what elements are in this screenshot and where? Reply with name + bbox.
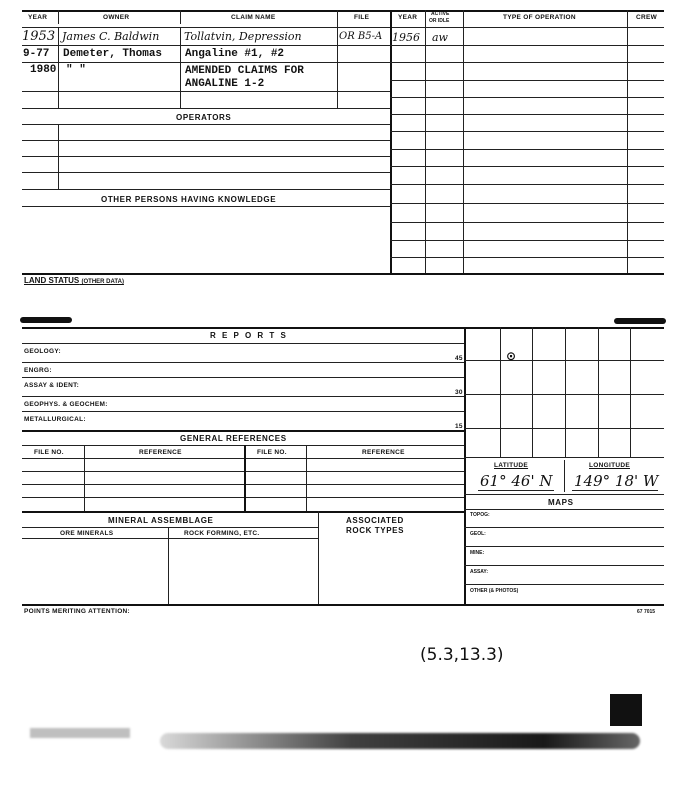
row-line xyxy=(390,62,664,63)
gen-ref-col-file-no-1: FILE NO. xyxy=(34,449,64,456)
gen-ref-col-reference-2: REFERENCE xyxy=(362,449,405,456)
row-line xyxy=(390,114,664,115)
row1-year-2: 1956 xyxy=(392,31,420,44)
form-number: 67 7015 xyxy=(637,609,656,615)
latitude-label: LATITUDE xyxy=(494,462,529,469)
row1-file: OR B5-A xyxy=(339,31,383,42)
row1-owner: James C. Baldwin xyxy=(62,30,160,43)
row-line xyxy=(390,45,664,46)
row-line xyxy=(390,257,664,258)
row-line xyxy=(390,97,664,98)
grid-line xyxy=(532,327,533,457)
row-line xyxy=(390,149,664,150)
row-line xyxy=(22,430,464,432)
row3-claim: AMENDED CLAIMS FOR xyxy=(185,65,304,77)
col-line xyxy=(244,445,246,511)
grid-line xyxy=(464,360,664,361)
row-line xyxy=(22,189,390,190)
gen-ref-col-reference-1: REFERENCE xyxy=(139,449,182,456)
scan-artifact-band xyxy=(160,733,640,749)
col-line xyxy=(318,511,319,605)
report-label-engrg: ENGRG: xyxy=(24,367,52,374)
mineral-col-rock-forming: ROCK FORMING, ETC. xyxy=(184,530,260,537)
latitude-value: 61° 46' N xyxy=(480,472,553,490)
row-line xyxy=(464,494,664,495)
scan-smudge xyxy=(20,317,72,323)
row-line xyxy=(22,497,464,498)
col-header-active: ACTIVE xyxy=(431,11,450,17)
row3-owner: " " xyxy=(66,64,86,76)
row-line xyxy=(22,91,390,92)
maps-assay: ASSAY: xyxy=(470,569,489,575)
longitude-value: 149° 18' W xyxy=(574,472,659,490)
row-line xyxy=(22,124,390,125)
maps-mine: MINE: xyxy=(470,550,485,556)
underline xyxy=(572,490,658,491)
row3-year: 1980 xyxy=(30,64,57,76)
col-line xyxy=(564,460,565,492)
report-label-geophys: GEOPHYS. & GEOCHEM: xyxy=(24,401,108,408)
other-persons-heading: OTHER PERSONS HAVING KNOWLEDGE xyxy=(101,195,277,204)
col-line xyxy=(337,10,338,108)
row-line xyxy=(22,206,390,207)
col-header-claim-name: CLAIM NAME xyxy=(231,14,276,21)
col-line-thick xyxy=(390,10,392,273)
col-header-type-of-operation: TYPE OF OPERATION xyxy=(503,14,576,21)
row-line xyxy=(22,343,464,344)
grid-line xyxy=(598,327,599,457)
grid-line xyxy=(565,327,566,457)
associated-heading: ASSOCIATED xyxy=(346,516,404,525)
row1-active: aw xyxy=(432,31,448,44)
col-header-file: FILE xyxy=(354,14,370,21)
row1-claim: Tollatvin, Depression xyxy=(184,30,302,43)
row-line xyxy=(390,131,664,132)
row-line xyxy=(22,377,464,378)
location-marker-icon: ⊙ xyxy=(506,349,517,363)
col-header-owner: OWNER xyxy=(103,14,130,21)
row-line xyxy=(464,546,664,547)
row-line xyxy=(22,45,390,46)
scan-smudge xyxy=(614,318,666,324)
col-header-or-idle: OR IDLE xyxy=(429,18,450,24)
row-line xyxy=(464,527,664,528)
col-line xyxy=(58,124,59,189)
mineral-assemblage-heading: MINERAL ASSEMBLAGE xyxy=(108,516,214,525)
report-label-geology: GEOLOGY: xyxy=(24,348,61,355)
underline xyxy=(478,490,554,491)
grid-line xyxy=(630,327,631,457)
row-line xyxy=(22,411,464,412)
top-section-bottom-border xyxy=(22,273,664,275)
bottom-border xyxy=(22,604,664,606)
row-line xyxy=(22,484,464,485)
top-border xyxy=(22,10,664,12)
report-num-30: 30 xyxy=(455,389,463,396)
reports-heading: R E P O R T S xyxy=(210,331,288,340)
row1-year: 1953 xyxy=(22,29,56,44)
report-label-assay: ASSAY & IDENT: xyxy=(24,382,80,389)
row-line xyxy=(464,584,664,585)
col-line xyxy=(180,27,181,108)
row-line xyxy=(22,511,464,513)
col-line xyxy=(306,445,307,511)
row-line xyxy=(22,172,390,173)
col-line xyxy=(180,10,181,24)
row-line xyxy=(464,509,664,510)
handwritten-note: (5.3,13.3) xyxy=(420,645,504,665)
col-header-crew: CREW xyxy=(636,14,658,21)
row2-claim: Angaline #1, #2 xyxy=(185,48,285,60)
land-status-heading: LAND STATUS (OTHER DATA) xyxy=(24,276,124,285)
report-label-metallurgical: METALLURGICAL: xyxy=(24,416,86,423)
row-line xyxy=(22,527,318,528)
header-divider xyxy=(22,27,664,28)
grid-line xyxy=(464,428,664,429)
row-line xyxy=(22,108,390,109)
row-line xyxy=(390,166,664,167)
maps-geol: GEOL: xyxy=(470,531,486,537)
row-line xyxy=(390,203,664,204)
gen-ref-col-file-no-2: FILE NO. xyxy=(257,449,287,456)
scan-artifact-block xyxy=(610,694,642,726)
col-header-year: YEAR xyxy=(28,14,48,21)
row-line xyxy=(464,565,664,566)
row-line xyxy=(22,445,464,446)
row-line xyxy=(22,362,464,363)
grid-line xyxy=(500,327,501,457)
row-line xyxy=(390,184,664,185)
operators-heading: OPERATORS xyxy=(176,113,232,122)
grid-line xyxy=(464,394,664,395)
row-line xyxy=(22,538,318,539)
col-header-year-2: YEAR xyxy=(398,14,418,21)
mineral-col-ore-minerals: ORE MINERALS xyxy=(60,530,114,537)
col-line xyxy=(425,10,426,273)
general-references-heading: GENERAL REFERENCES xyxy=(180,434,287,443)
points-meriting-attention: POINTS MERITING ATTENTION: xyxy=(24,608,131,615)
scan-artifact-noise xyxy=(30,728,130,738)
row-line xyxy=(390,80,664,81)
reports-top-border xyxy=(22,327,664,329)
row-line xyxy=(390,222,664,223)
col-line xyxy=(627,10,628,273)
col-line xyxy=(463,10,464,273)
row2-year: 9-77 xyxy=(23,48,50,60)
row-line xyxy=(22,471,464,472)
maps-topog: TOPOG: xyxy=(470,512,490,518)
report-num-45: 45 xyxy=(455,355,463,362)
grid-line xyxy=(464,457,664,458)
row-line xyxy=(22,458,464,459)
col-line xyxy=(84,445,85,511)
col-line xyxy=(58,10,59,24)
rock-types-heading: ROCK TYPES xyxy=(346,526,405,535)
row-line xyxy=(22,62,390,63)
report-num-15: 15 xyxy=(455,423,463,430)
row-line xyxy=(22,396,464,397)
row2-owner: Demeter, Thomas xyxy=(63,48,163,60)
col-line xyxy=(168,527,169,605)
longitude-label: LONGITUDE xyxy=(589,462,630,469)
row-line xyxy=(390,240,664,241)
maps-heading: MAPS xyxy=(548,498,574,507)
maps-other: OTHER (& PHOTOS) xyxy=(470,588,519,594)
row-line xyxy=(22,140,390,141)
row4-claim: ANGALINE 1-2 xyxy=(185,78,265,90)
map-area-border xyxy=(464,327,466,605)
row-line xyxy=(22,156,390,157)
col-line xyxy=(58,27,59,108)
